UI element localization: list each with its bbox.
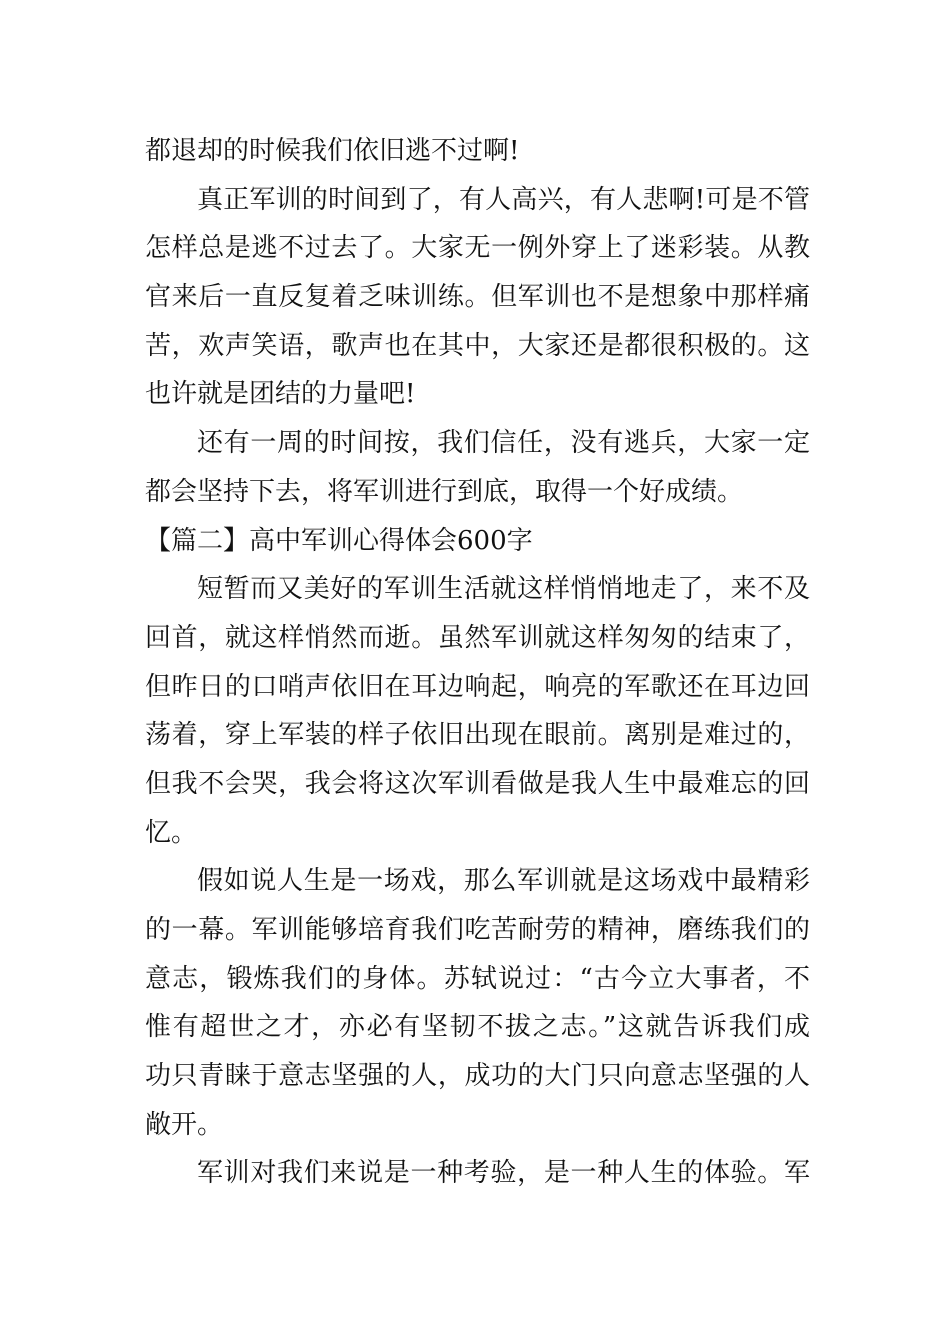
text-line: 假如说人生是一场戏，那么军训就是这场戏中最精彩 — [197, 866, 810, 897]
text-line: 意志，锻炼我们的身体。苏轼说过：“古今立大事者，不 — [145, 963, 810, 994]
text-line: 军训对我们来说是一种考验，是一种人生的体验。军 — [197, 1158, 810, 1189]
text-line: 但我不会哭，我会将这次军训看做是我人生中最难忘的回 — [145, 768, 810, 799]
text-line: 怎样总是逃不过去了。大家无一例外穿上了迷彩装。从教 — [145, 233, 810, 264]
text-line: 惟有超世之才，亦必有坚韧不拔之志。”这就告诉我们成 — [145, 1012, 810, 1043]
text-line: 都退却的时候我们依旧逃不过啊! — [145, 136, 520, 166]
text-line: 也许就是团结的力量吧! — [145, 379, 416, 410]
text-line: 但昨日的口哨声依旧在耳边响起，响亮的军歌还在耳边回 — [145, 671, 810, 702]
document-page — [145, 127, 810, 1198]
text-line: 的一幕。军训能够培育我们吃苦耐劳的精神，磨练我们的 — [145, 915, 810, 945]
text-line: 功只青睐于意志坚强的人，成功的大门只向意志坚强的人 — [145, 1061, 810, 1092]
text-line: 短暂而又美好的军训生活就这样悄悄地走了，来不及 — [197, 574, 810, 605]
text-line: 官来后一直反复着乏味训练。但军训也不是想象中那样痛 — [145, 282, 810, 313]
text-line: 回首，就这样悄然而逝。虽然军训就这样匆匆的结束了， — [145, 622, 810, 653]
text-line: 真正军训的时间到了，有人高兴，有人悲啊!可是不管 — [197, 184, 810, 215]
text-line: 苦，欢声笑语，歌声也在其中，大家还是都很积极的。这 — [145, 330, 810, 361]
text-line: 荡着，穿上军装的样子依旧出现在眼前。离别是难过的， — [145, 720, 810, 751]
text-line: 敞开。 — [145, 1109, 224, 1140]
text-line: 都会坚持下去，将军训进行到底，取得一个好成绩。 — [145, 476, 744, 507]
text-line: 还有一周的时间按，我们信任，没有逃兵，大家一定 — [197, 428, 810, 459]
section-heading: 【篇二】高中军训心得体会600字 — [145, 525, 533, 556]
text-line: 忆。 — [145, 817, 198, 848]
